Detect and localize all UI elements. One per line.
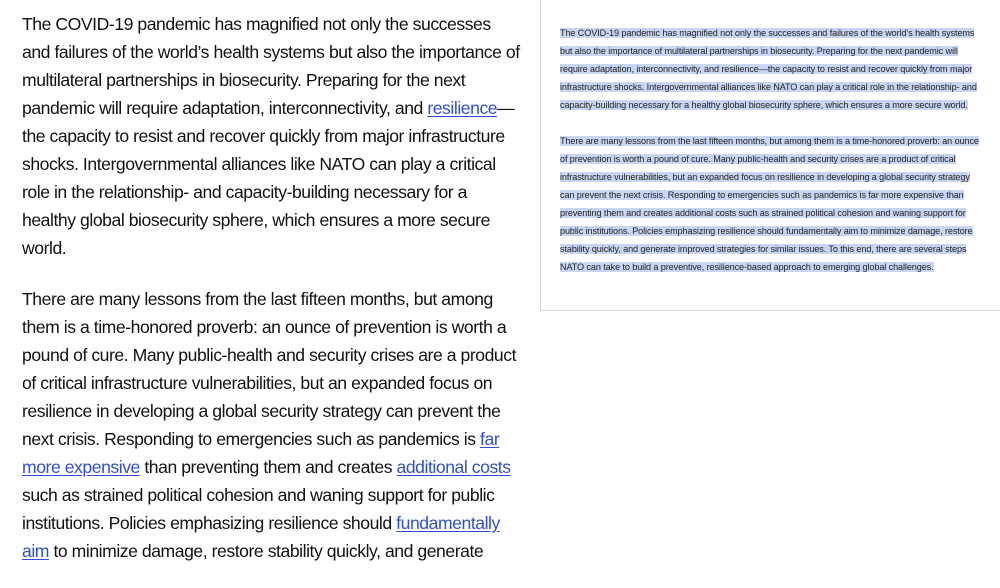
additional-costs-link[interactable]: additional costs — [396, 457, 511, 477]
selected-text-copy[interactable] — [560, 24, 980, 294]
paragraph-1-text-b: —the capacity to resist and recover quickly from major infrastructure shocks. Intergovernmental alliances like NATO can play a critical role in the relationship- and capacity-building necessary for a healthy global biosecurity sphere, which ensures a more secure world. — [22, 98, 515, 258]
selected-paragraph-1-text[interactable]: The COVID-19 pandemic has magnified not only the successes and failures of the world’s health systems but also the importance of multilateral partnerships in biosecurity. Preparing for the next pandemic will require adaptation, interconnectivity, and resilience—the capacity to resist and recover quickly from major infrastructure shocks. Intergovernmental alliances like NATO can play a critical role in the relationship- and capacity-building necessary for a healthy global biosecurity sphere, which ensures a more secure world. — [560, 28, 977, 110]
fundamentally-aim-link[interactable]: fundamentally aim — [22, 513, 500, 561]
paragraph-2-text-d: to minimize damage, restore stability quickly, and generate — [49, 541, 484, 561]
article-text — [22, 10, 522, 588]
selected-paragraph-2[interactable] — [560, 132, 980, 276]
paragraph-1 — [22, 10, 522, 262]
resilience-link[interactable]: resilience — [427, 98, 498, 118]
paragraph-2-text-c: such as strained political cohesion and waning support for public institutions. Policies emphasizing resilience should — [22, 485, 495, 533]
paragraph-1-text-a: The COVID-19 pandemic has magnified not only the successes and failures of the world’s health systems but also the importance of multilateral partnerships in biosecurity. Preparing for the next pandemic will require adaptation, interconnectivity, and — [22, 14, 520, 118]
selected-paragraph-2-text[interactable]: There are many lessons from the last fifteen months, but among them is a time-honored proverb: an ounce of prevention is worth a pound of cure. Many public-health and security crises are a product of critical infrastructure vulnerabilities, but an expanded focus on resilience in developing a global security strategy can prevent the next crisis. Responding to emergencies such as pandemics is far more expensive than preventing them and creates additional costs such as strained political cohesion and waning support for public institutions. Policies emphasizing resilience should fundamentally aim to minimize damage, restore stability quickly, and generate improved strategies for similar issues. To this end, there are several steps NATO can take to build a preventive, resilience-based approach to emerging global challenges. — [560, 136, 979, 272]
paragraph-2 — [22, 285, 522, 565]
paragraph-2-text-a: There are many lessons from the last fifteen months, but among them is a time-honored proverb: an ounce of prevention is worth a pound of cure. Many public-health and security crises are a product of critical infrastructure vulnerabilities, but an expanded focus on resilience in developing a global security strategy can prevent the next crisis. Responding to emergencies such as pandemics is — [22, 289, 517, 449]
paragraph-2-text-b: than preventing them and creates — [139, 457, 397, 477]
far-more-expensive-link[interactable]: far more expensive — [22, 429, 500, 477]
selected-paragraph-1[interactable] — [560, 24, 980, 114]
